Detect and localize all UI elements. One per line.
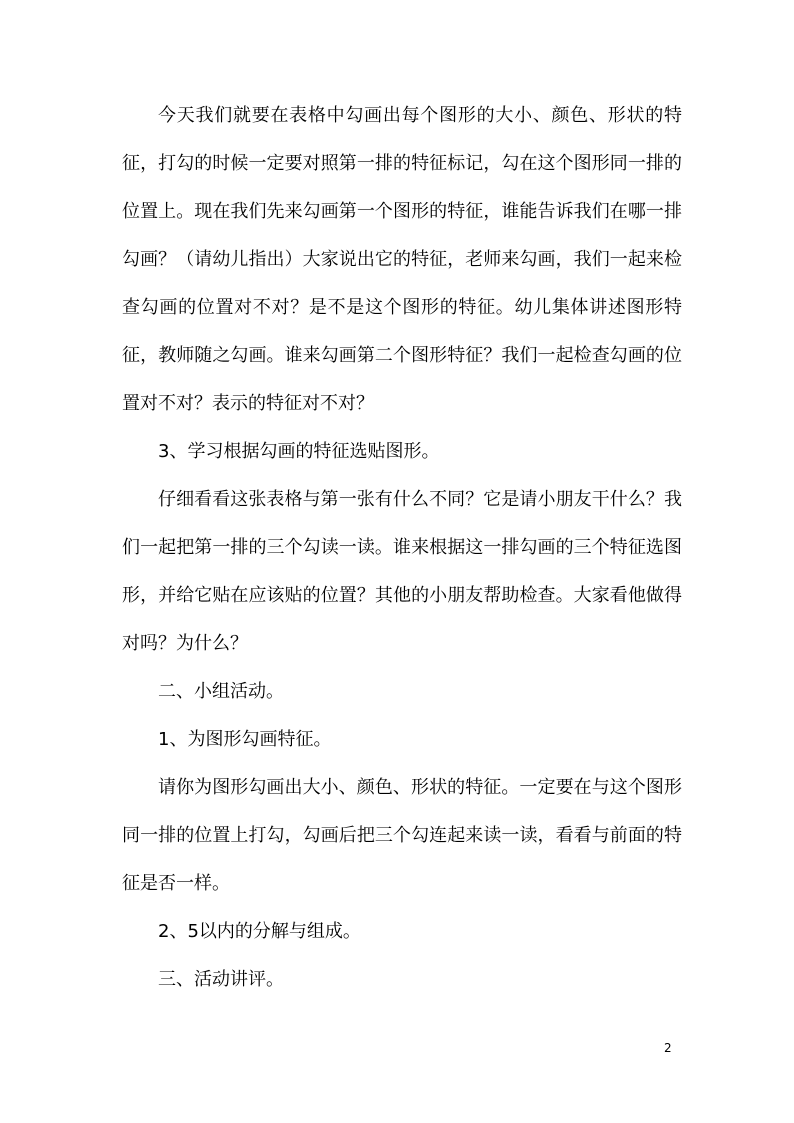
paragraph-item-1-body: 请你为图形勾画出大小、颜色、形状的特征。一定要在与这个图形同一排的位置上打勾，勾画后把三个勾连起来读一读，看看与前面的特征是否一样。 [122, 777, 682, 894]
paragraph-section-2-heading: 二、小组活动。 [158, 681, 284, 702]
paragraph-item-2-heading: 2、5以内的分解与组成。 [158, 921, 361, 942]
paragraph-item-1-heading: 1、为图形勾画特征。 [158, 729, 332, 750]
paragraph-intro: 今天我们就要在表格中勾画出每个图形的大小、颜色、形状的特征，打勾的时候一定要对照第一排的特征标记，勾在这个图形同一排的位置上。现在我们先来勾画第一个图形的特征，谁能告诉我们在哪一排勾画？（请幼儿指出）大家说出它的特征，老师来勾画，我们一起来检查勾画的位置对不对？是不是这个图形的特征。幼儿集体讲述图形特征，教师随之勾画。谁来勾画第二个图形特征？我们一起检查勾画的位置对不对？表示的特征对不对？ [122, 105, 682, 414]
paragraph-step-3-heading: 3、学习根据勾画的特征选贴图形。 [158, 441, 440, 462]
paragraph-step-3-body: 仔细看看这张表格与第一张有什么不同？它是请小朋友干什么？我们一起把第一排的三个勾读一读。谁来根据这一排勾画的三个特征选图形，并给它贴在应该贴的位置？其他的小朋友帮助检查。大家看他做得对吗？为什么？ [122, 489, 682, 654]
page-number: 2 [664, 1041, 672, 1055]
paragraph-section-3-heading: 三、活动讲评。 [158, 969, 284, 990]
document-body [122, 92, 682, 1004]
